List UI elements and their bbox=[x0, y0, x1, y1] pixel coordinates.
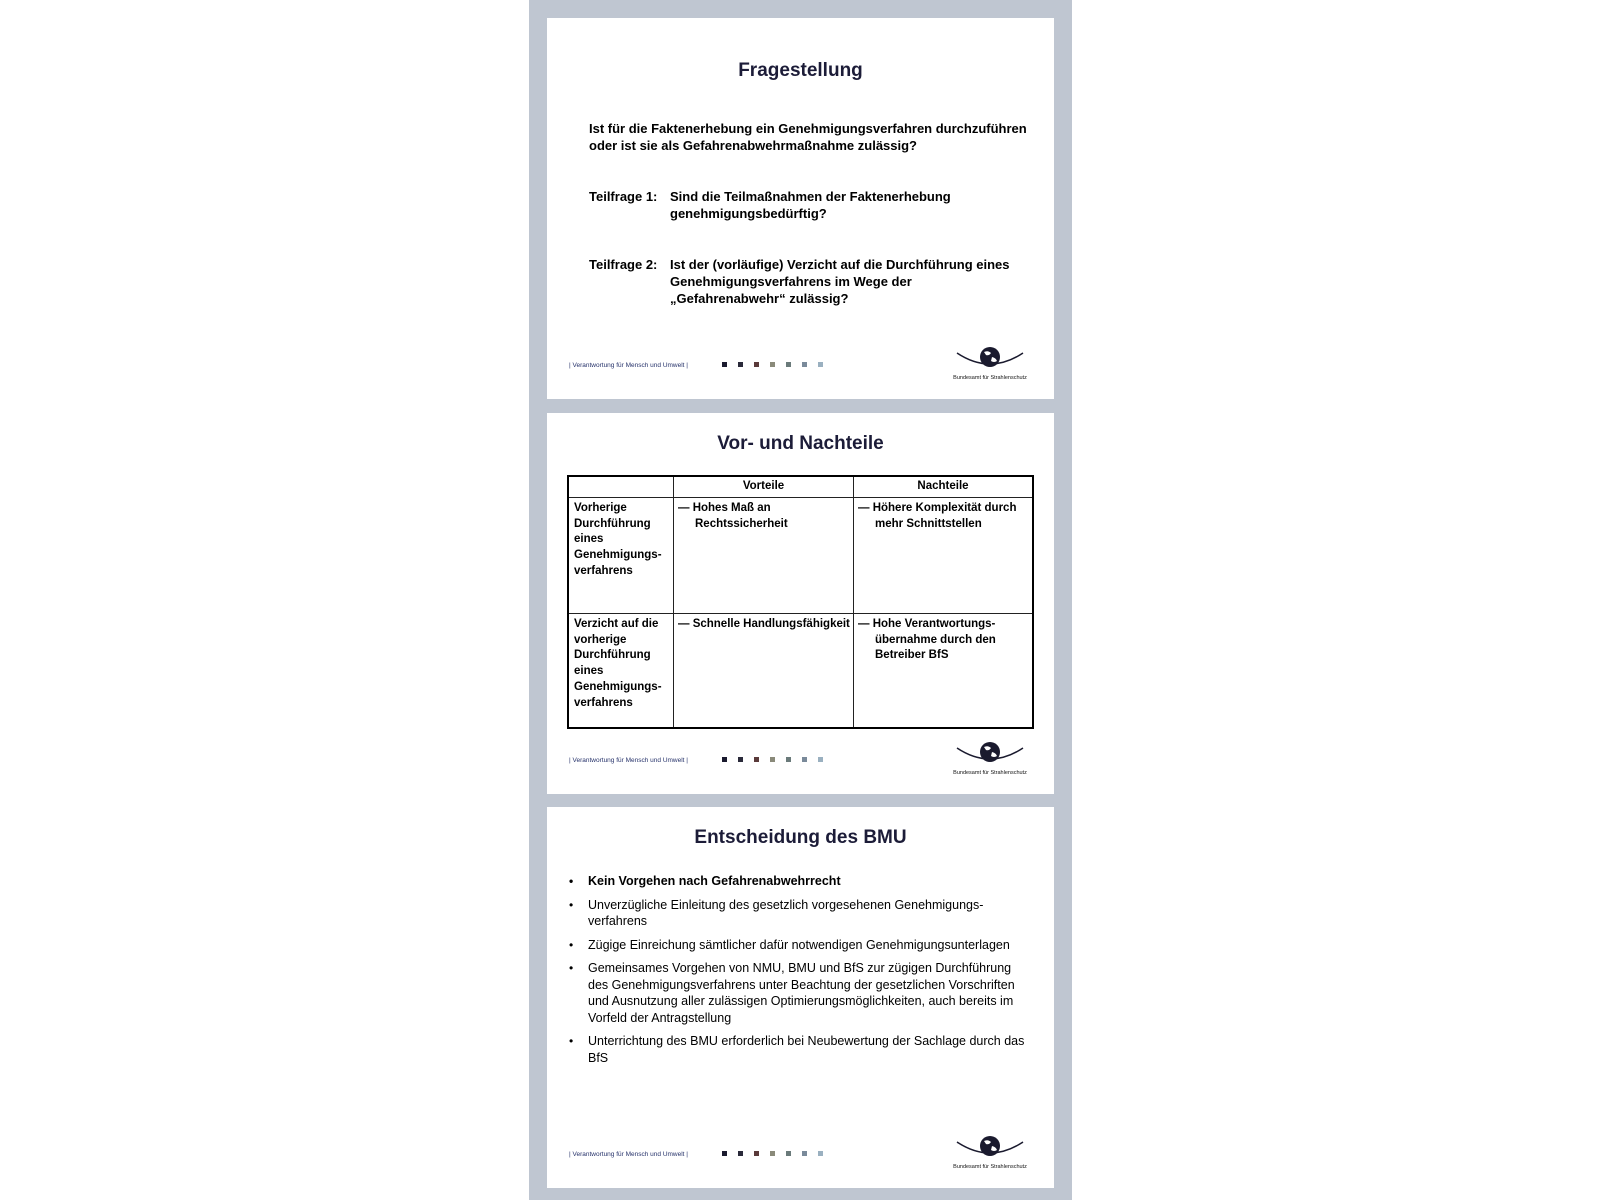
decision-list bbox=[567, 873, 1027, 1073]
footer-square bbox=[722, 1151, 727, 1156]
footer-square bbox=[802, 1151, 807, 1156]
logo-text: Bundesamt für Strahlenschutz bbox=[953, 375, 1027, 381]
slide-title: Entscheidung des BMU bbox=[694, 827, 907, 848]
footer-square bbox=[722, 757, 727, 762]
footer-squares bbox=[722, 757, 832, 762]
slide-fragestellung bbox=[547, 18, 1054, 399]
list-item bbox=[567, 937, 1027, 954]
globe-icon bbox=[955, 345, 1025, 373]
footer-square bbox=[738, 1151, 743, 1156]
slide-vor-und-nachteile bbox=[547, 413, 1054, 794]
footer-square bbox=[818, 757, 823, 762]
bfs-logo bbox=[945, 345, 1035, 381]
bullet-icon: • bbox=[569, 897, 574, 912]
globe-icon bbox=[955, 1134, 1025, 1162]
footer-square bbox=[770, 362, 775, 367]
logo-text: Bundesamt für Strahlenschutz bbox=[953, 770, 1027, 776]
footer-square bbox=[786, 757, 791, 762]
bullet-text: Unverzügliche Einleitung des gesetzlich vorgesehenen Genehmigungs-verfahrens bbox=[588, 897, 984, 928]
pros-cons-table bbox=[567, 475, 1034, 729]
footer-slogan: | Verantwortung für Mensch und Umwelt | bbox=[569, 362, 688, 369]
footer-square bbox=[770, 1151, 775, 1156]
footer-square bbox=[770, 757, 775, 762]
footer-slogan: | Verantwortung für Mensch und Umwelt | bbox=[569, 1151, 688, 1158]
table-cell: — Höhere Komplexität durch mehr Schnittstellen bbox=[858, 502, 1017, 530]
table-cell: — Hohe Verantwortungs-übernahme durch den Betreiber BfS bbox=[858, 618, 996, 662]
main-question: Ist für die Faktenerhebung ein Genehmigungsverfahren durchzuführen oder ist sie als Gefahrenabwehrmaßnahme zulässig? bbox=[589, 121, 1027, 153]
footer-square bbox=[754, 757, 759, 762]
list-item bbox=[567, 1033, 1027, 1066]
table-cell: — Hohes Maß an Rechtssicherheit bbox=[678, 502, 788, 530]
footer-square bbox=[802, 362, 807, 367]
footer-square bbox=[786, 1151, 791, 1156]
footer-square bbox=[738, 362, 743, 367]
subquestion-label: Teilfrage 2: bbox=[589, 257, 658, 272]
bullet-text: Kein Vorgehen nach Gefahrenabwehrrecht bbox=[588, 874, 841, 888]
subquestion-label: Teilfrage 1: bbox=[589, 189, 658, 204]
footer-square bbox=[786, 362, 791, 367]
bullet-text: Zügige Einreichung sämtlicher dafür notwendigen Genehmigungsunterlagen bbox=[588, 937, 1010, 952]
bullet-text: Unterrichtung des BMU erforderlich bei Neubewertung der Sachlage durch das BfS bbox=[588, 1034, 1025, 1065]
bullet-text: Gemeinsames Vorgehen von NMU, BMU und BfS zur zügigen Durchführung des Genehmigungsverfahrens unter Beachtung der gesetzlichen Vorschriften und Ausnutzung aller zulässigen Optimierungsmöglichkeiten, auch bereits im Vorfeld der Antragstellung bbox=[588, 961, 1015, 1025]
footer-square bbox=[738, 757, 743, 762]
bfs-logo bbox=[945, 1134, 1035, 1170]
footer-square bbox=[818, 362, 823, 367]
bullet-icon: • bbox=[569, 1034, 574, 1048]
list-item bbox=[567, 873, 1027, 890]
row-label: Verzicht auf die vorherige Durchführung eines Genehmigungs-verfahrens bbox=[574, 618, 662, 709]
slide-entscheidung bbox=[547, 807, 1054, 1188]
logo-text: Bundesamt für Strahlenschutz bbox=[953, 1164, 1027, 1170]
footer-square bbox=[722, 362, 727, 367]
bullet-icon: • bbox=[569, 961, 574, 975]
footer-slogan: | Verantwortung für Mensch und Umwelt | bbox=[569, 757, 688, 764]
footer-square bbox=[802, 757, 807, 762]
column-header: Nachteile bbox=[917, 480, 969, 492]
slide-title: Fragestellung bbox=[738, 60, 863, 81]
list-item bbox=[567, 960, 1027, 1026]
bullet-icon: • bbox=[569, 937, 574, 952]
list-item bbox=[567, 897, 1027, 930]
bullet-icon: • bbox=[569, 874, 574, 888]
footer-squares bbox=[722, 362, 832, 367]
table-cell: — Schnelle Handlungsfähigkeit bbox=[678, 618, 850, 630]
row-label: Vorherige Durchführung eines Genehmigungs-verfahrens bbox=[574, 502, 662, 577]
bfs-logo bbox=[945, 740, 1035, 776]
subquestion-text: Sind die Teilmaßnahmen der Faktenerhebung genehmigungsbedürftig? bbox=[670, 189, 951, 221]
slide-title: Vor- und Nachteile bbox=[717, 433, 884, 454]
column-header: Vorteile bbox=[742, 480, 785, 492]
footer-square bbox=[754, 1151, 759, 1156]
subquestion-text: Ist der (vorläufige) Verzicht auf die Durchführung eines Genehmigungsverfahrens im Wege der „Gefahrenabwehr“ zulässig? bbox=[670, 257, 1010, 306]
footer-square bbox=[754, 362, 759, 367]
footer-square bbox=[818, 1151, 823, 1156]
globe-icon bbox=[955, 740, 1025, 768]
footer-squares bbox=[722, 1151, 832, 1156]
